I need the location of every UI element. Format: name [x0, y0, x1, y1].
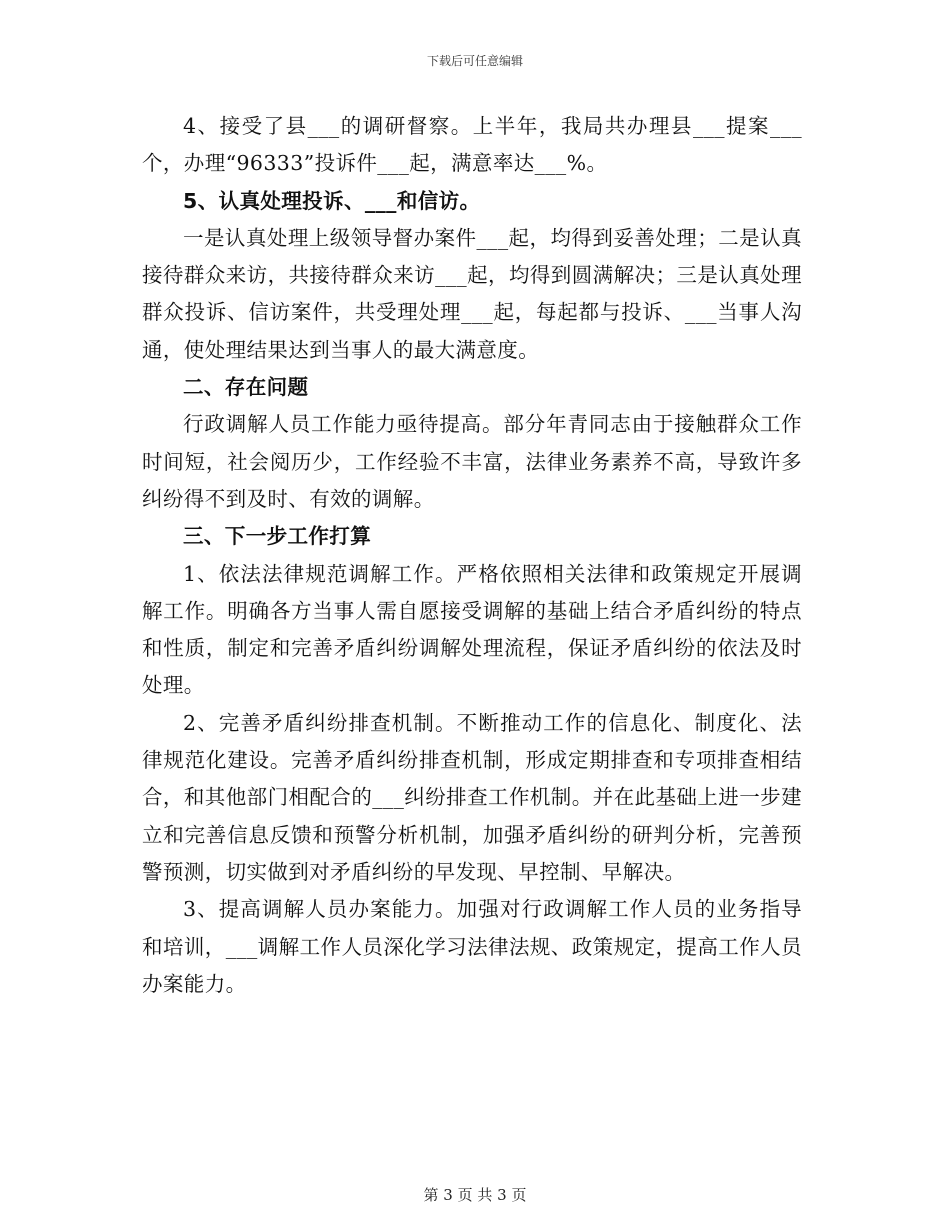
paragraph-next-step-2: 2、完善矛盾纠纷排查机制。不断推动工作的信息化、制度化、法律规范化建设。完善矛盾纠纷排查机制，形成定期排查和专项排查相结合，和其他部门相配合的___纠纷排查工作机制。并在此基础上进一步建立和完善信息反馈和预警分析机制，加强矛盾纠纷的研判分析，完善预警预测，切实做到对矛盾纠纷的早发现、早控制、早解决。 — [142, 710, 802, 884]
paragraph-item-4: 4、接受了县___的调研督察。上半年，我局共办理县___提案___个，办理“96333”投诉件___起，满意率达___%。 — [142, 114, 802, 176]
paragraph-complaint-handling: 一是认真处理上级领导督办案件___起，均得到妥善处理；二是认真接待群众来访，共接待群众来访___起，均得到圆满解决；三是认真处理群众投诉、信访案件，共受理处理___起，每起都与投诉、___当事人沟通，使处理结果达到当事人的最大满意度。 — [142, 225, 802, 362]
paragraph-problems: 行政调解人员工作能力亟待提高。部分年青同志由于接触群众工作时间短，社会阅历少，工作经验不丰富，法律业务素养不高，导致许多纠纷得不到及时、有效的调解。 — [142, 412, 802, 511]
page-header: 下载后可任意编辑 — [426, 54, 523, 68]
paragraph-next-step-1: 1、依法法律规范调解工作。严格依照相关法律和政策规定开展调解工作。明确各方当事人需自愿接受调解的基础上结合矛盾纠纷的特点和性质，制定和完善矛盾纠纷调解处理流程，保证矛盾纠纷的依法及时处理。 — [142, 561, 802, 698]
section-heading-problems: 二、存在问题 — [183, 375, 309, 400]
document-body — [142, 108, 802, 1003]
section-heading-next-steps: 三、下一步工作打算 — [183, 524, 372, 549]
heading-item-5: 5、认真处理投诉、___和信访。 — [183, 188, 481, 213]
paragraph-next-step-3: 3、提高调解人员办案能力。加强对行政调解工作人员的业务指导和培训，___调解工作人员深化学习法律法规、政策规定，提高工作人员办案能力。 — [142, 897, 802, 996]
page-footer: 第 3 页 共 3 页 — [423, 1186, 527, 1204]
